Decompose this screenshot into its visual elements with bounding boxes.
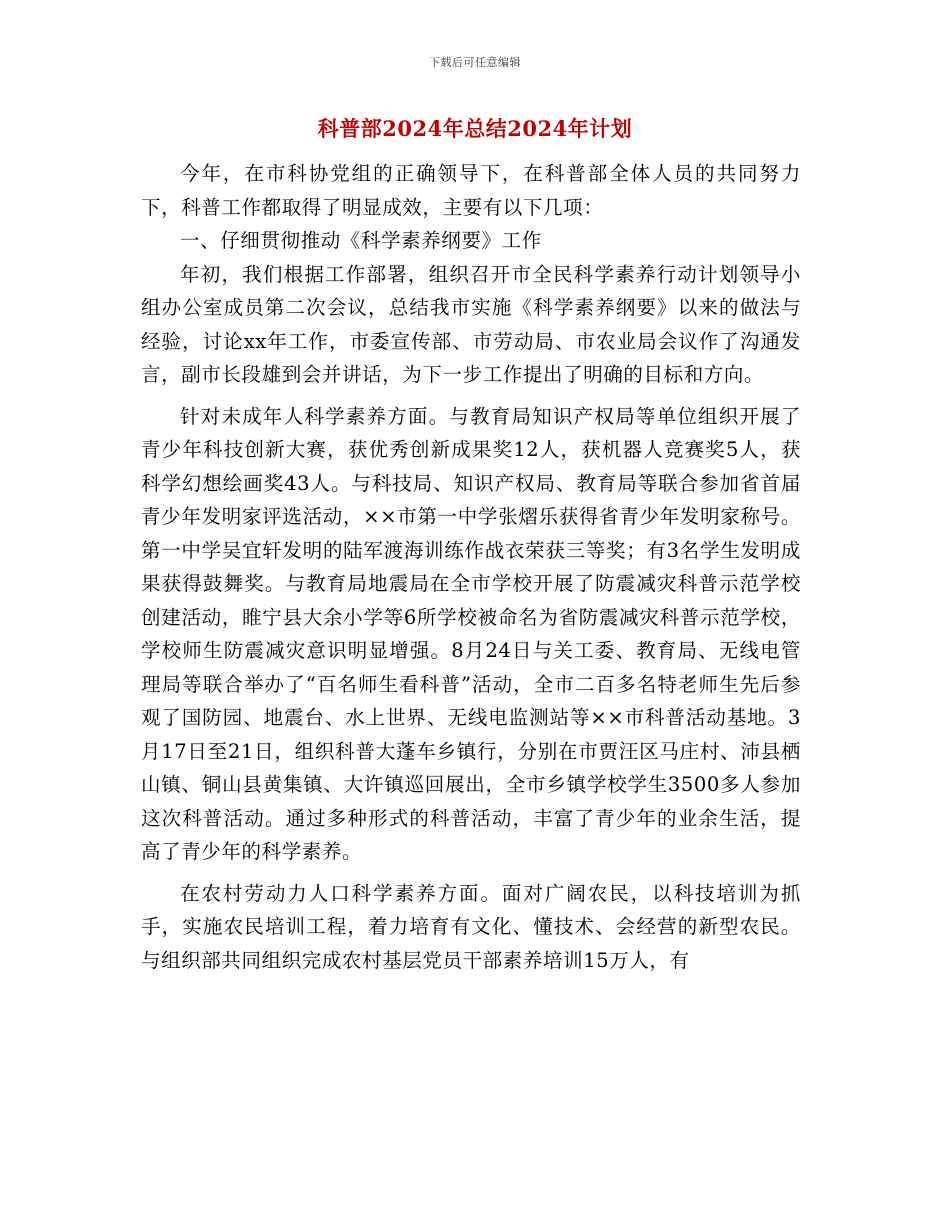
document-title: 科普部2024年总结2024年计划 [317, 116, 633, 141]
paragraph-minors: 针对未成年人科学素养方面。与教育局知识产权局等单位组织开展了青少年科技创新大赛，获优秀创新成果奖12人，获机器人竞赛奖5人，获科学幻想绘画奖43人。与科技局、知识产权局、教育局等联合参加省首届青少年发明家评选活动，××市第一中学张熠乐获得省青少年发明家称号。第一中学吴宜轩发明的陆军渡海训练作战衣荣获三等奖；有3名学生发明成果获得鼓舞奖。与教育局地震局在全市学校开展了防震减灾科普示范学校创建活动，睢宁县大余小学等6所学校被命名为省防震减灾科普示范学校，学校师生防震减灾意识明显增强。8月24日与关工委、教育局、无线电管理局等联合举办了“百名师生看科普”活动，全市二百多名特老师生先后参观了国防园、地震台、水上世界、无线电监测站等××市科普活动基地。3月17日至21日，组织科普大蓬车乡镇行，分别在市贾汪区马庄村、沛县栖山镇、铜山县黄集镇、大许镇巡回展出，全市乡镇学校学生3500多人参加这次科普活动。通过多种形式的科普活动，丰富了青少年的业余生活，提高了青少年的科学素养。 [141, 404, 801, 863]
document-body [141, 157, 801, 977]
paragraph-meeting: 年初，我们根据工作部署，组织召开市全民科学素养行动计划领导小组办公室成员第二次会议，总结我市实施《科学素养纲要》以来的做法与经验，讨论xx年工作，市委宣传部、市劳动局、市农业局会议作了沟通发言，副市长段雄到会并讲话，为下一步工作提出了明确的目标和方向。 [141, 262, 801, 386]
header-note: 下载后可任意编辑 [429, 56, 521, 69]
paragraph-intro: 今年，在市科协党组的正确领导下，在科普部全体人员的共同努力下，科普工作都取得了明显成效，主要有以下几项： [141, 162, 801, 219]
paragraph-rural-labor: 在农村劳动力人口科学素养方面。面对广阔农民，以科技培训为抓手，实施农民培训工程，着力培育有文化、懂技术、会经营的新型农民。与组织部共同组织完成农村基层党员干部素养培训15万人，有 [141, 881, 801, 972]
section-heading: 一、仔细贯彻推动《科学素养纲要》工作 [180, 229, 542, 252]
